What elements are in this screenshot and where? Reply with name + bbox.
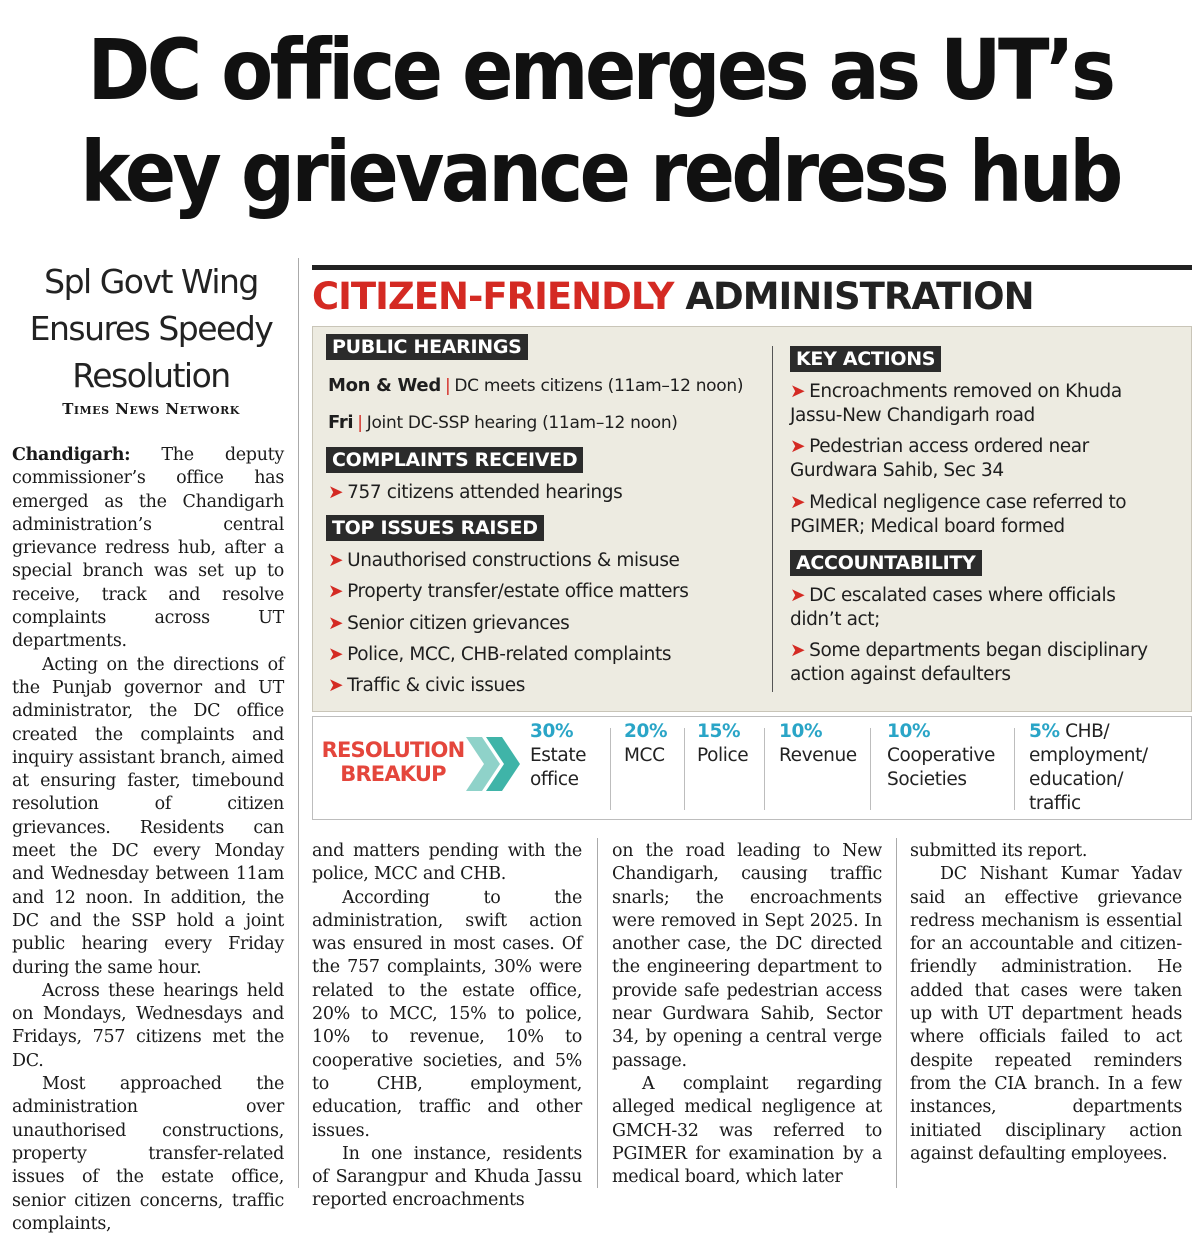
resolution-item <box>530 720 600 792</box>
resolution-item <box>1029 720 1159 816</box>
resolution-separator <box>1014 728 1015 810</box>
article-paragraph: and matters pending with the police, MCC and CHB. <box>312 841 582 885</box>
resolution-pct: 20% <box>624 721 668 742</box>
list-item: ➤ Unauthorised constructions & misuse <box>328 550 680 571</box>
public-hearings-label: PUBLIC HEARINGS <box>326 334 528 360</box>
schedule-day: Mon & Wed <box>328 375 441 396</box>
schedule-text: Joint DC-SSP hearing (11am–12 noon) <box>366 413 678 433</box>
arrow-icon: ➤ <box>328 613 344 634</box>
article-paragraph: on the road leading to New Chandigarh, causing traffic snarls; the encroachments were removed in Sept 2025. In another case, the DC directed the engineering department to provide safe pedestrian access near Gurdwara Sahib, Sector 34, by opening a central verge passage. <box>612 841 882 1071</box>
deck-line: Spl Govt Wing <box>44 262 258 301</box>
arrow-icon: ➤ <box>328 644 344 665</box>
article-paragraph: According to the administration, swift action was ensured in most cases. Of the 757 complaints, 30% were related to the estate office, 20% to MCC, 15% to police, 10% to revenue, 10% to cooperative societies, and 5% to CHB, employment, education, traffic and other issues. <box>312 887 582 1141</box>
list-item: ➤ Encroachments removed on Khuda Jassu-New Chandigarh road <box>790 381 1122 426</box>
schedule-text: DC meets citizens (11am–12 noon) <box>454 376 744 396</box>
infobox-title <box>312 272 1192 322</box>
article-column-2 <box>312 840 582 1213</box>
arrow-icon: ➤ <box>328 675 344 696</box>
arrow-icon: ➤ <box>790 381 806 402</box>
list-item: ➤ Medical negligence case referred to PGIMER; Medical board formed <box>790 492 1127 537</box>
headline-line-2: key grievance redress hub <box>80 123 1120 221</box>
complaints-received-label: COMPLAINTS RECEIVED <box>326 447 583 473</box>
list-item: ➤ Traffic & civic issues <box>328 675 525 696</box>
resolution-separator <box>684 728 685 810</box>
chevron-right-icon <box>466 737 524 791</box>
byline: Times News Network <box>62 400 240 418</box>
article-paragraph: Across these hearings held on Mondays, Wednesdays and Fridays, 757 citizens met the DC. <box>12 980 284 1071</box>
infobox-title-red: CITIZEN-FRIENDLY <box>312 275 674 318</box>
deck-line: Resolution <box>72 356 230 395</box>
resolution-label: RESOLUTION BREAKUP <box>321 738 465 786</box>
resolution-name: MCC <box>624 745 665 766</box>
resolution-name: Police <box>697 745 749 766</box>
list-item: ➤ Senior citizen grievances <box>328 613 570 634</box>
resolution-name: Estate office <box>530 745 587 790</box>
article-paragraph: Acting on the directions of the Punjab governor and UT administrator, the DC office created the complaints and inquiry assistant branch, aimed at ensuring faster, timebound resolution of citizen grievances. Residents can meet the DC every Monday and Wednesday between 11am and 12 noon. In addition, the DC and the SSP hold a joint public hearing every Friday during the same hour. <box>12 654 284 978</box>
arrow-icon: ➤ <box>790 640 806 661</box>
resolution-pct: 15% <box>697 721 741 742</box>
column-rule <box>298 258 299 1188</box>
schedule-row: Mon & Wed | DC meets citizens (11am–12 noon) <box>328 375 744 396</box>
resolution-pct: 10% <box>779 721 823 742</box>
resolution-pct: 5% <box>1029 721 1060 742</box>
resolution-pct: 10% <box>887 721 931 742</box>
resolution-separator <box>610 728 611 810</box>
article-paragraph: submitted its report. <box>910 841 1088 861</box>
arrow-icon: ➤ <box>328 482 344 503</box>
column-rule <box>597 838 598 1188</box>
article-column-3 <box>612 840 882 1189</box>
accountability-label: ACCOUNTABILITY <box>790 550 982 576</box>
resolution-name: Cooperative Societies <box>887 745 995 790</box>
deck <box>10 258 292 399</box>
arrow-icon: ➤ <box>790 436 806 457</box>
arrow-icon: ➤ <box>328 550 344 571</box>
top-issues-label: TOP ISSUES RAISED <box>326 515 544 541</box>
resolution-name: Revenue <box>779 745 857 766</box>
list-item: ➤ Property transfer/estate office matters <box>328 581 689 602</box>
article-paragraph: DC Nishant Kumar Yadav said an effective grievance redress mechanism is essential for an accountable and citizen-friendly administration. He added that cases were taken up with UT department heads where officials failed to act despite repeated reminders from the CIA branch. In a few instances, departments initiated disciplinary action against defaulting employees. <box>910 864 1182 1164</box>
list-item: ➤ Some departments began disciplinary action against defaulters <box>790 640 1148 685</box>
key-actions-label: KEY ACTIONS <box>790 346 941 372</box>
arrow-icon: ➤ <box>328 581 344 602</box>
resolution-pct: 30% <box>530 721 574 742</box>
list-item: ➤ 757 citizens attended hearings <box>328 482 623 503</box>
infobox-top-rule <box>312 265 1192 270</box>
deck-line: Ensures Speedy <box>29 309 273 348</box>
list-item: ➤ Pedestrian access ordered near Gurdwara Sahib, Sec 34 <box>790 436 1089 481</box>
schedule-day: Fri <box>328 412 354 433</box>
article-paragraph: A complaint regarding alleged medical negligence at GMCH-32 was referred to PGIMER for examination by a medical board, which later <box>612 1073 882 1188</box>
infobox-title-black: ADMINISTRATION <box>685 275 1034 318</box>
dateline: Chandigarh: <box>12 445 131 465</box>
article-paragraph: In one instance, residents of Sarangpur and Khuda Jassu reported encroachments <box>312 1143 582 1211</box>
article-paragraph: Most approached the administration over unauthorised constructions, property transfer-related issues of the estate office, senior citizen concerns, traffic complaints, <box>12 1074 284 1234</box>
column-rule <box>896 838 897 1188</box>
arrow-icon: ➤ <box>790 492 806 513</box>
resolution-separator <box>764 728 765 810</box>
resolution-item <box>697 720 748 768</box>
resolution-item <box>779 720 857 768</box>
infobox-divider <box>772 346 773 692</box>
resolution-item <box>887 720 1007 792</box>
headline-line-1: DC office emerges as UT’s <box>87 21 1113 119</box>
article-column-4 <box>910 840 1182 1166</box>
resolution-item <box>624 720 667 768</box>
resolution-name: CHB/ employment/ education/ traffic <box>1029 721 1148 814</box>
article-column-1 <box>12 444 284 1236</box>
arrow-icon: ➤ <box>790 585 806 606</box>
resolution-separator <box>870 728 871 810</box>
list-item: ➤ Police, MCC, CHB-related complaints <box>328 644 672 665</box>
list-item: ➤ DC escalated cases where officials didn’t act; <box>790 585 1116 630</box>
article-paragraph: Chandigarh: The deputy commissioner’s office has emerged as the Chandigarh administration’s central grievance redress hub, after a special branch was set up to receive, track and resolve complaints across UT departments. <box>12 445 284 652</box>
schedule-row: Fri | Joint DC-SSP hearing (11am–12 noon) <box>328 412 678 433</box>
